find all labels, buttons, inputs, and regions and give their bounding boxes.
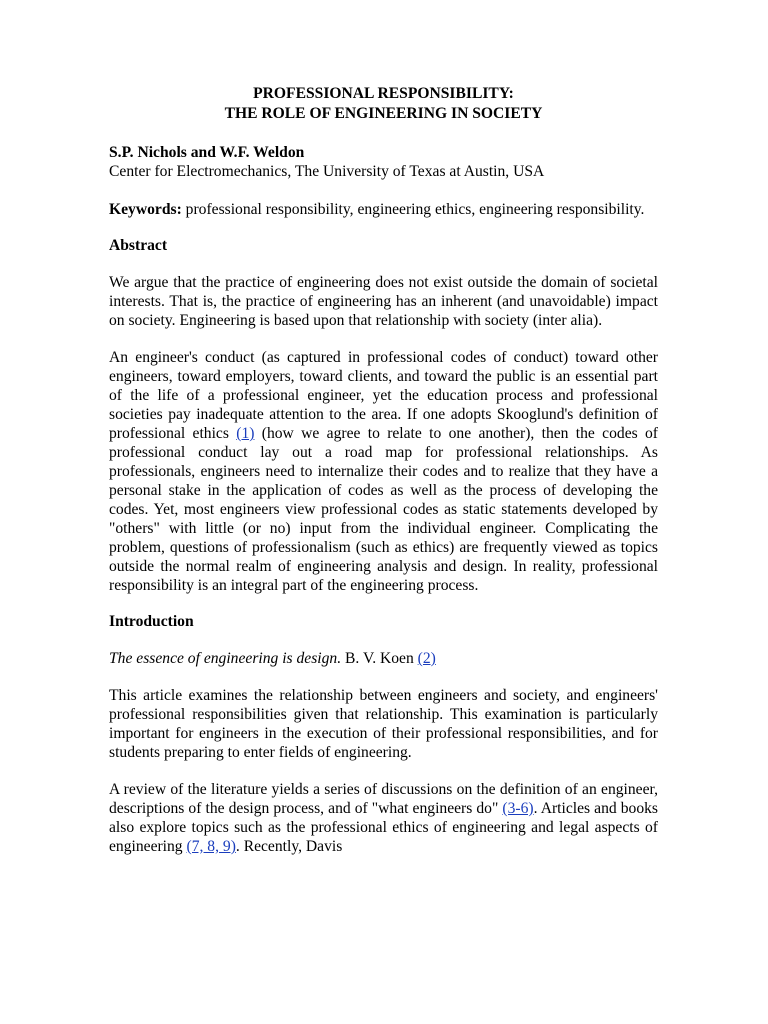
introduction-paragraph-2 <box>109 780 658 856</box>
abstract-paragraph-2-text-b: (how we agree to relate to one another), then the codes of professional conduct lay out a road map for professional relationships. As professionals, engineers need to internalize their codes and to realize that they have a personal stake in the application of codes as well as the process of developing the codes. Yet, most engineers view professional codes as static statements developed by "others" with little (or no) input from the individual engineer. Complicating the problem, questions of professionalism (such as ethics) are frequently viewed as topics outside the normal realm of engineering analysis and design. In reality, professional responsibility is an integral part of the engineering process. <box>109 425 658 594</box>
introduction-paragraph-2-text-c: . Recently, Davis <box>235 838 343 855</box>
abstract-paragraph-1: We argue that the practice of engineering does not exist outside the domain of societal interests. That is, the practice of engineering has an inherent (and unavoidable) impact on society. Engineering is based upon that relationship with society (inter alia). <box>109 274 658 329</box>
epigraph-quote <box>109 649 658 668</box>
paper-title-line-1: PROFESSIONAL RESPONSIBILITY: <box>253 85 514 102</box>
introduction-paragraph-2-text-b: . Articles and books also explore topics such as the professional ethics of engineering and legal aspects of engineering <box>109 800 658 855</box>
keywords-text: professional responsibility, engineering ethics, engineering responsibility. <box>185 201 645 218</box>
paper-authors: S.P. Nichols and W.F. Weldon <box>109 144 305 161</box>
epigraph-author: B. V. Koen <box>341 650 418 667</box>
introduction-heading: Introduction <box>109 613 194 630</box>
epigraph-text: The essence of engineering is design. <box>109 650 342 667</box>
keywords-line <box>109 200 658 219</box>
introduction-paragraph-1: This article examines the relationship between engineers and society, and engineers' professional responsibilities given that relationship. This examination is particularly important for engineers in the execution of their professional responsibilities, and for students preparing to enter fields of engineering. <box>109 687 658 761</box>
abstract-paragraph-2 <box>109 348 658 595</box>
keywords-label: Keywords: <box>109 201 182 218</box>
paper-affiliation: Center for Electromechanics, The University of Texas at Austin, USA <box>109 163 545 180</box>
reference-link-7-8-9[interactable]: (7, 8, 9) <box>186 838 236 855</box>
reference-link-3-6[interactable]: (3-6) <box>502 800 534 817</box>
abstract-paragraph-2-text-a: An engineer's conduct (as captured in professional codes of conduct) toward other engineers, toward employers, toward clients, and toward the public is an essential part of the life of a professional engineer, yet the education process and professional societies pay inadequate attention to the area. If one adopts Skooglund's definition of professional ethics <box>109 349 658 442</box>
reference-link-1[interactable]: (1) <box>236 425 255 442</box>
paper-body <box>109 84 658 856</box>
paper-title-line-2: THE ROLE OF ENGINEERING IN SOCIETY <box>224 105 543 122</box>
abstract-heading: Abstract <box>109 237 168 254</box>
reference-link-2[interactable]: (2) <box>417 650 436 667</box>
introduction-paragraph-2-text-a: A review of the literature yields a series of discussions on the definition of an engineer, descriptions of the design process, and of "what engineers do" <box>109 781 658 817</box>
